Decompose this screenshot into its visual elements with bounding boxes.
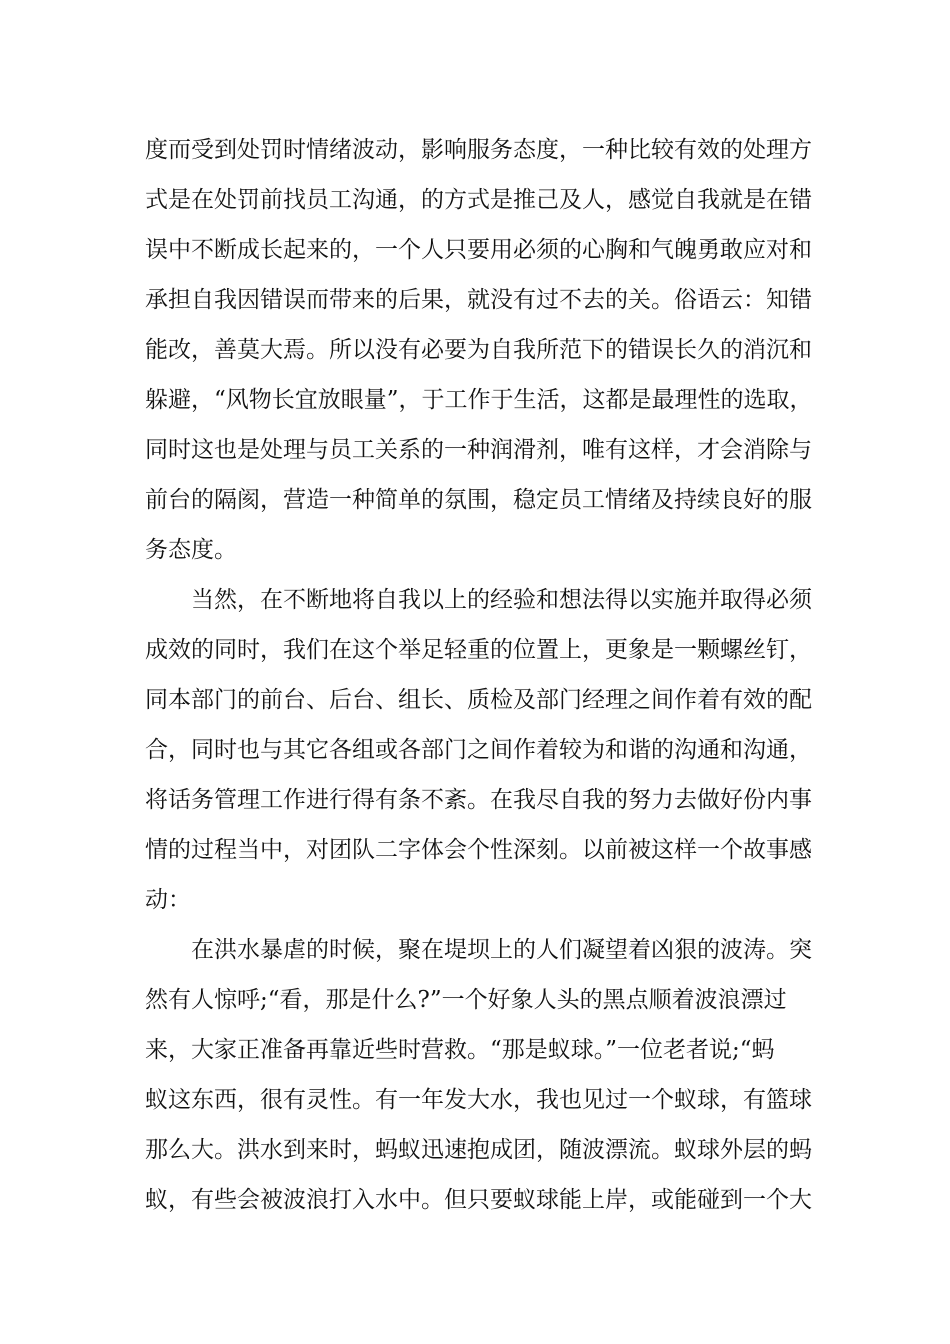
text-line: 同本部门的前台、后台、组长、质检及部门经理之间作着有效的配 [145,687,812,713]
paragraph-2 [145,575,825,925]
text-line: 那么大。洪水到来时，蚂蚁迅速抱成团，随波漂流。蚁球外层的蚂 [145,1137,812,1163]
text-line: 同时这也是处理与员工关系的一种润滑剂，唯有这样，才会消除与 [145,437,812,463]
text-line: 蚁，有些会被波浪打入水中。但只要蚁球能上岸，或能碰到一个大 [145,1187,812,1213]
text-line: 合，同时也与其它各组或各部门之间作着较为和谐的沟通和沟通， [145,737,812,763]
text-line: 动： [145,887,191,913]
text-line: 将话务管理工作进行得有条不紊。在我尽自我的努力去做好份内事 [145,787,812,813]
text-line: 式是在处罚前找员工沟通，的方式是推己及人，感觉自我就是在错 [145,187,812,213]
text-line: 度而受到处罚时情绪波动，影响服务态度，一种比较有效的处理方 [145,137,812,163]
text-line: 蚁这东西，很有灵性。有一年发大水，我也见过一个蚁球，有篮球 [145,1087,812,1113]
text-line: 成效的同时，我们在这个举足轻重的位置上，更象是一颗螺丝钉， [145,637,812,663]
text-line: 误中不断成长起来的，一个人只要用必须的心胸和气魄勇敢应对和 [145,237,812,263]
text-line: 当然，在不断地将自我以上的经验和想法得以实施并取得必须 [145,587,812,613]
paragraph-3 [145,925,825,1225]
text-line: 前台的隔阂，营造一种简单的氛围，稳定员工情绪及持续良好的服 [145,487,812,513]
text-line: 躲避，“风物长宜放眼量”，于工作于生活，这都是最理性的选取， [145,387,813,413]
paragraph-1 [145,125,825,575]
text-line: 能改，善莫大焉。所以没有必要为自我所范下的错误长久的消沉和 [145,337,812,363]
text-line: 承担自我因错误而带来的后果，就没有过不去的关。俗语云：知错 [145,287,812,313]
text-line: 来，大家正准备再靠近些时营救。“那是蚁球。”一位老者说;“蚂 [145,1037,775,1063]
text-line: 务态度。 [145,537,237,563]
text-line: 在洪水暴虐的时候，聚在堤坝上的人们凝望着凶狠的波涛。突 [145,937,812,963]
text-line: 情的过程当中，对团队二字体会个性深刻。以前被这样一个故事感 [145,837,812,863]
text-line: 然有人惊呼;“看，那是什么?”一个好象人头的黑点顺着波浪漂过 [145,987,787,1013]
